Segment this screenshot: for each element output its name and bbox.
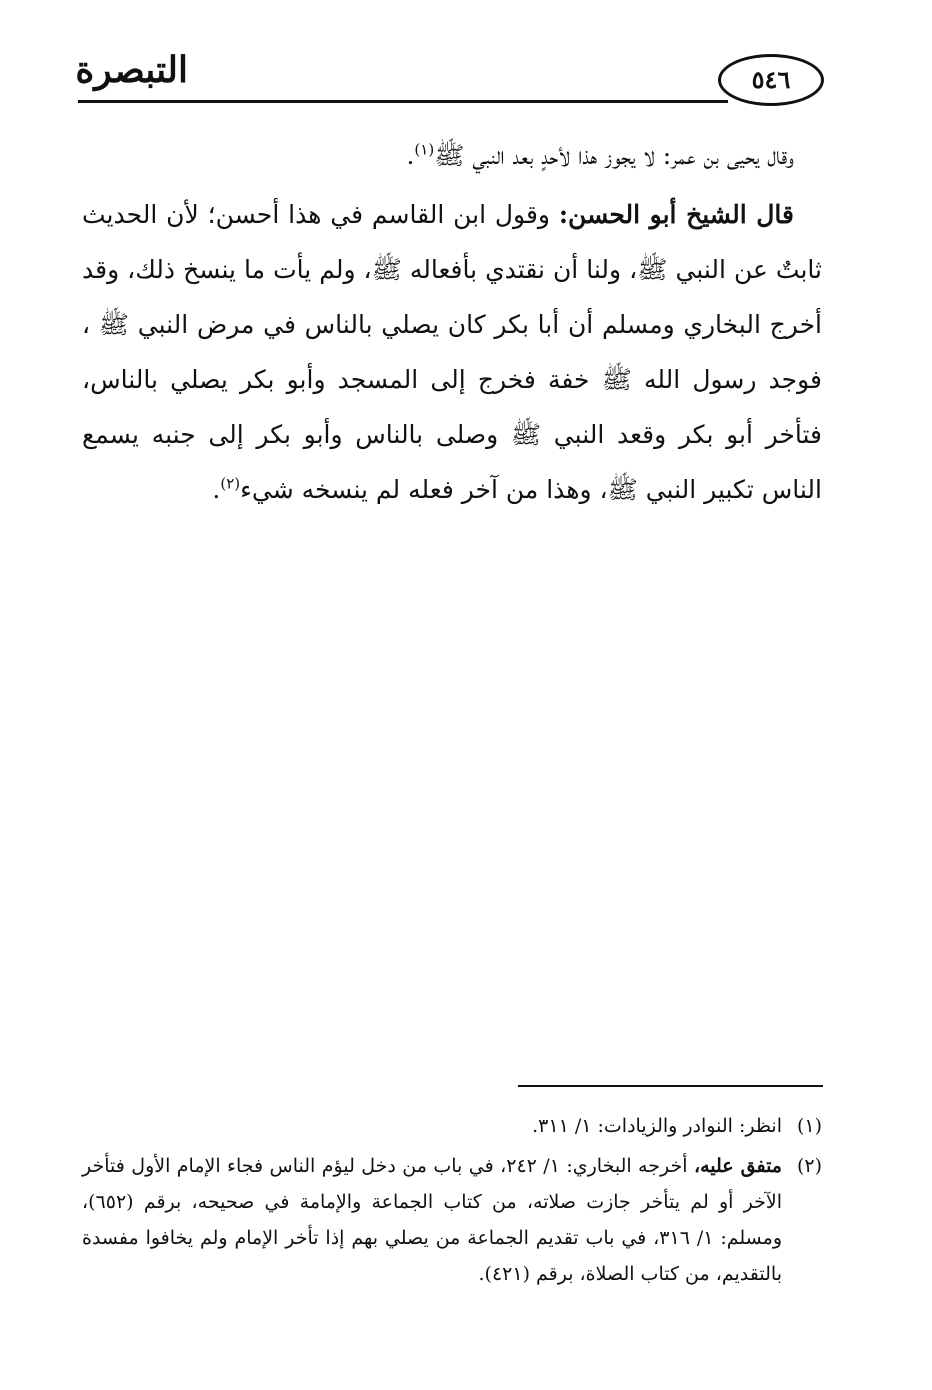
footnotes [82,1108,822,1296]
paragraph-1 [82,128,822,183]
footnote-ref-1: (١) [414,140,435,159]
page-number-frame [718,54,824,106]
footnote-separator [518,1085,823,1087]
footnote-1-text: انظر: النوادر والزيادات: ١/ ٣١١. [532,1115,782,1137]
page-header [75,38,838,113]
main-text [82,128,822,517]
paragraph-2-end: . [212,475,221,504]
footnote-2-number: (٢) [796,1155,822,1177]
paragraph-2-text: وقول ابن القاسم في هذا أحسن؛ لأن الحديث ثابتٌ عن النبي ﷺ، ولنا أن نقتدي بأفعاله ﷺ، ولم يأت ما ينسخ ذلك، وقد أخرج البخاري ومسلم أن أبا بكر كان يصلي بالناس في مرض النبي ﷺ ، فوجد رسول الله ﷺ خفة فخرج إلى المسجد وأبو بكر يصلي بالناس، فتأخر أبو بكر وقعد النبي ﷺ وصلى بالناس وأبو بكر إلى جنبه يسمع الناس تكبير النبي ﷺ، وهذا من آخر فعله لم ينسخه شيء [82,200,822,504]
footnote-ref-2: (٢) [220,474,241,493]
footnote-2-text: أخرجه البخاري: ١/ ٢٤٢، في باب من دخل ليؤم الناس فجاء الإمام الأول فتأخر الآخر أو لم يتأخر جازت صلاته، من كتاب الجماعة والإمامة في صحيحه، برقم (٦٥٢)، ومسلم: ١/ ٣١٦، في باب تقديم الجماعة من يصلي بهم إذا تأخر الإمام ولم يخافوا مفسدة بالتقديم، من كتاب الصلاة، برقم (٤٢١). [82,1155,782,1285]
footnote-2 [82,1148,822,1292]
book-title: التبصرة [75,49,188,91]
speaker-label: قال الشيخ أبو الحسن: [558,200,794,229]
footnote-2-lead: متفق عليه، [693,1155,782,1177]
paragraph-2 [82,187,822,517]
paragraph-1-text: وقال يحيى بن عمر: لا يجوز هذا لأحدٍ بعد النبي ﷺ [434,141,794,170]
footnote-1-number: (١) [796,1115,822,1137]
paragraph-1-end: . [406,141,415,170]
page-number: ٥٤٦ [751,65,791,94]
header-rule [78,100,728,103]
footnote-1 [82,1108,822,1144]
